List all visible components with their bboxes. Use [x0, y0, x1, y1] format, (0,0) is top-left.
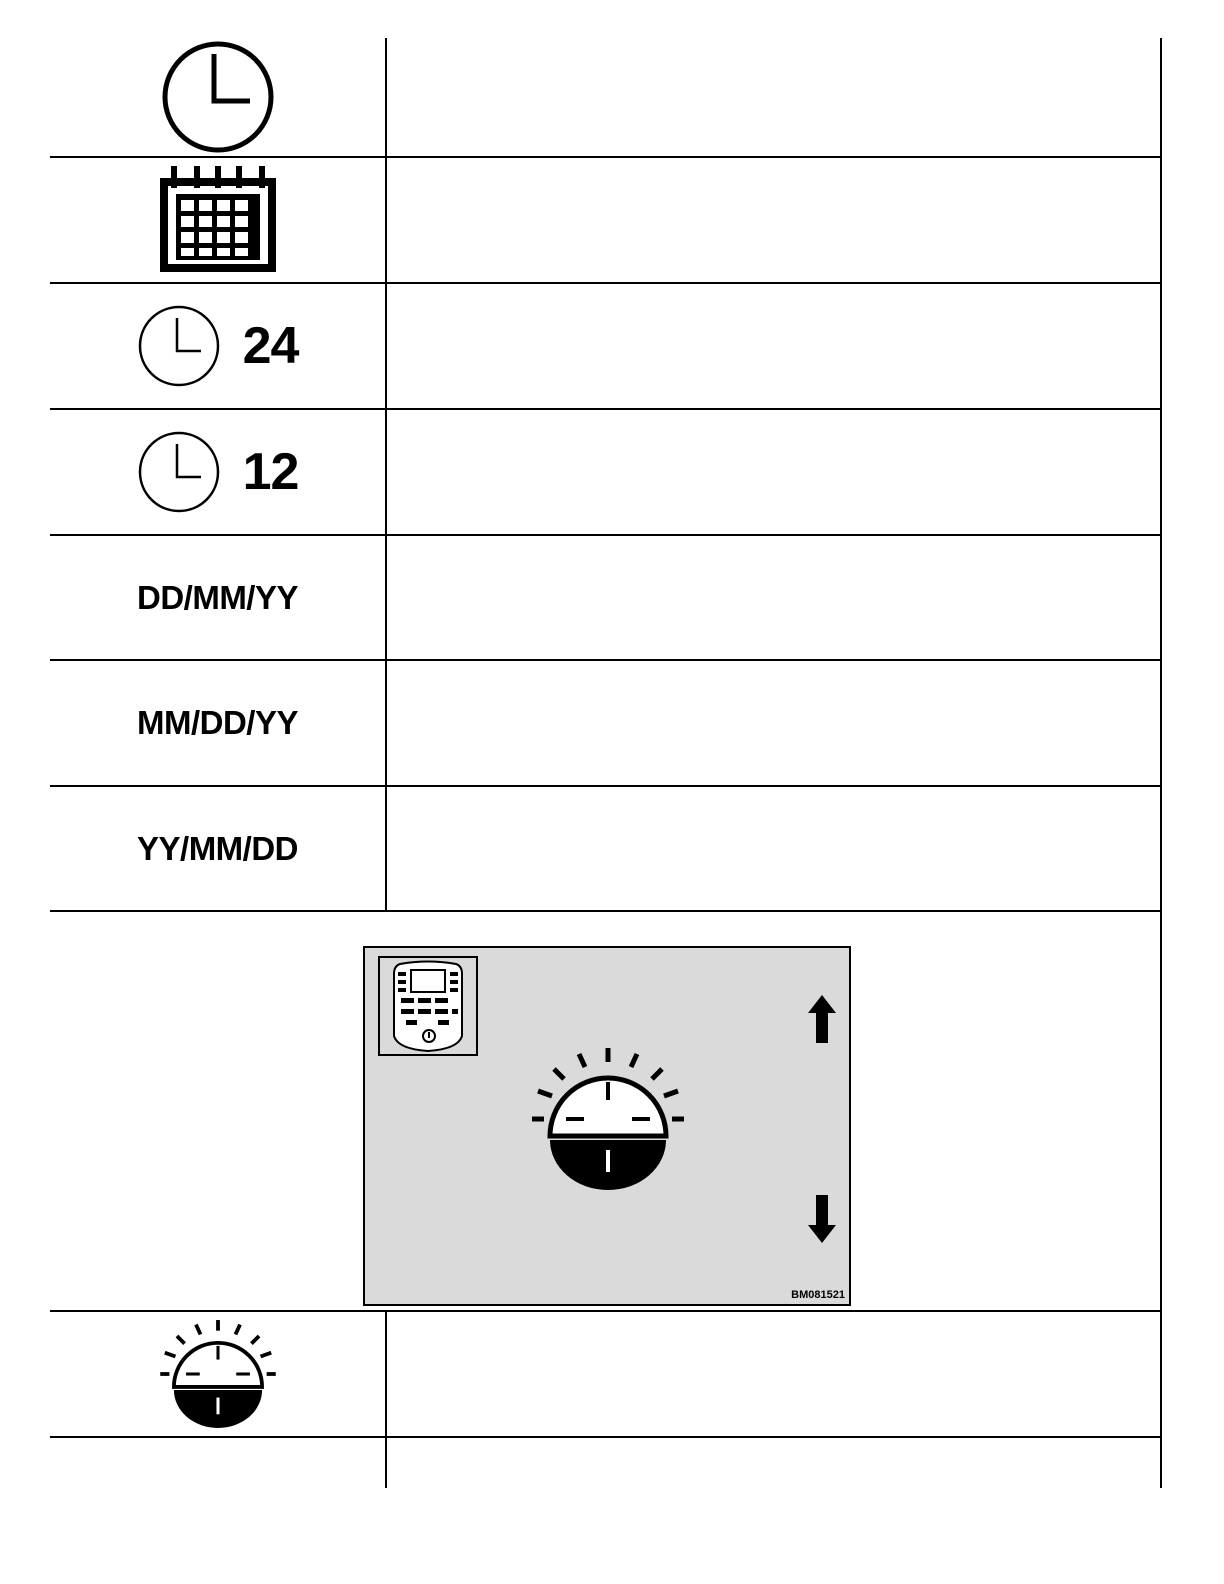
table-right-border	[1160, 38, 1162, 1488]
row-description	[387, 284, 1160, 408]
arrow-down-icon	[807, 1195, 837, 1245]
table-row	[50, 158, 385, 282]
clock-icon	[137, 430, 221, 514]
table-row	[50, 661, 385, 785]
date-format-label: MM/DD/YY	[137, 704, 298, 741]
table-row	[50, 284, 385, 408]
clock-icon	[161, 40, 275, 154]
figure-code: BM081521	[791, 1289, 845, 1301]
table-row	[50, 787, 385, 910]
row-divider	[50, 1436, 1162, 1438]
table-row	[50, 536, 385, 659]
clock-icon	[137, 304, 221, 388]
row-divider	[50, 910, 1162, 912]
row-description	[387, 787, 1160, 910]
arrow-up-icon	[807, 995, 837, 1045]
table-row	[50, 1312, 385, 1436]
brightness-icon	[528, 1044, 688, 1194]
row-description	[387, 1312, 1160, 1436]
brightness-figure	[363, 946, 851, 1306]
table-row	[50, 38, 385, 156]
hour-format-label: 24	[242, 317, 299, 375]
hour-format-label: 12	[242, 443, 299, 501]
date-format-label: DD/MM/YY	[137, 578, 298, 616]
row-description	[387, 661, 1160, 785]
row-description	[387, 410, 1160, 534]
date-format-label: YY/MM/DD	[137, 829, 298, 867]
control-panel-icon	[378, 956, 480, 1058]
brightness-icon	[156, 1317, 280, 1431]
row-description	[387, 38, 1160, 156]
calendar-icon	[156, 164, 280, 276]
row-description	[387, 158, 1160, 282]
table-row	[50, 410, 385, 534]
row-description	[387, 536, 1160, 659]
